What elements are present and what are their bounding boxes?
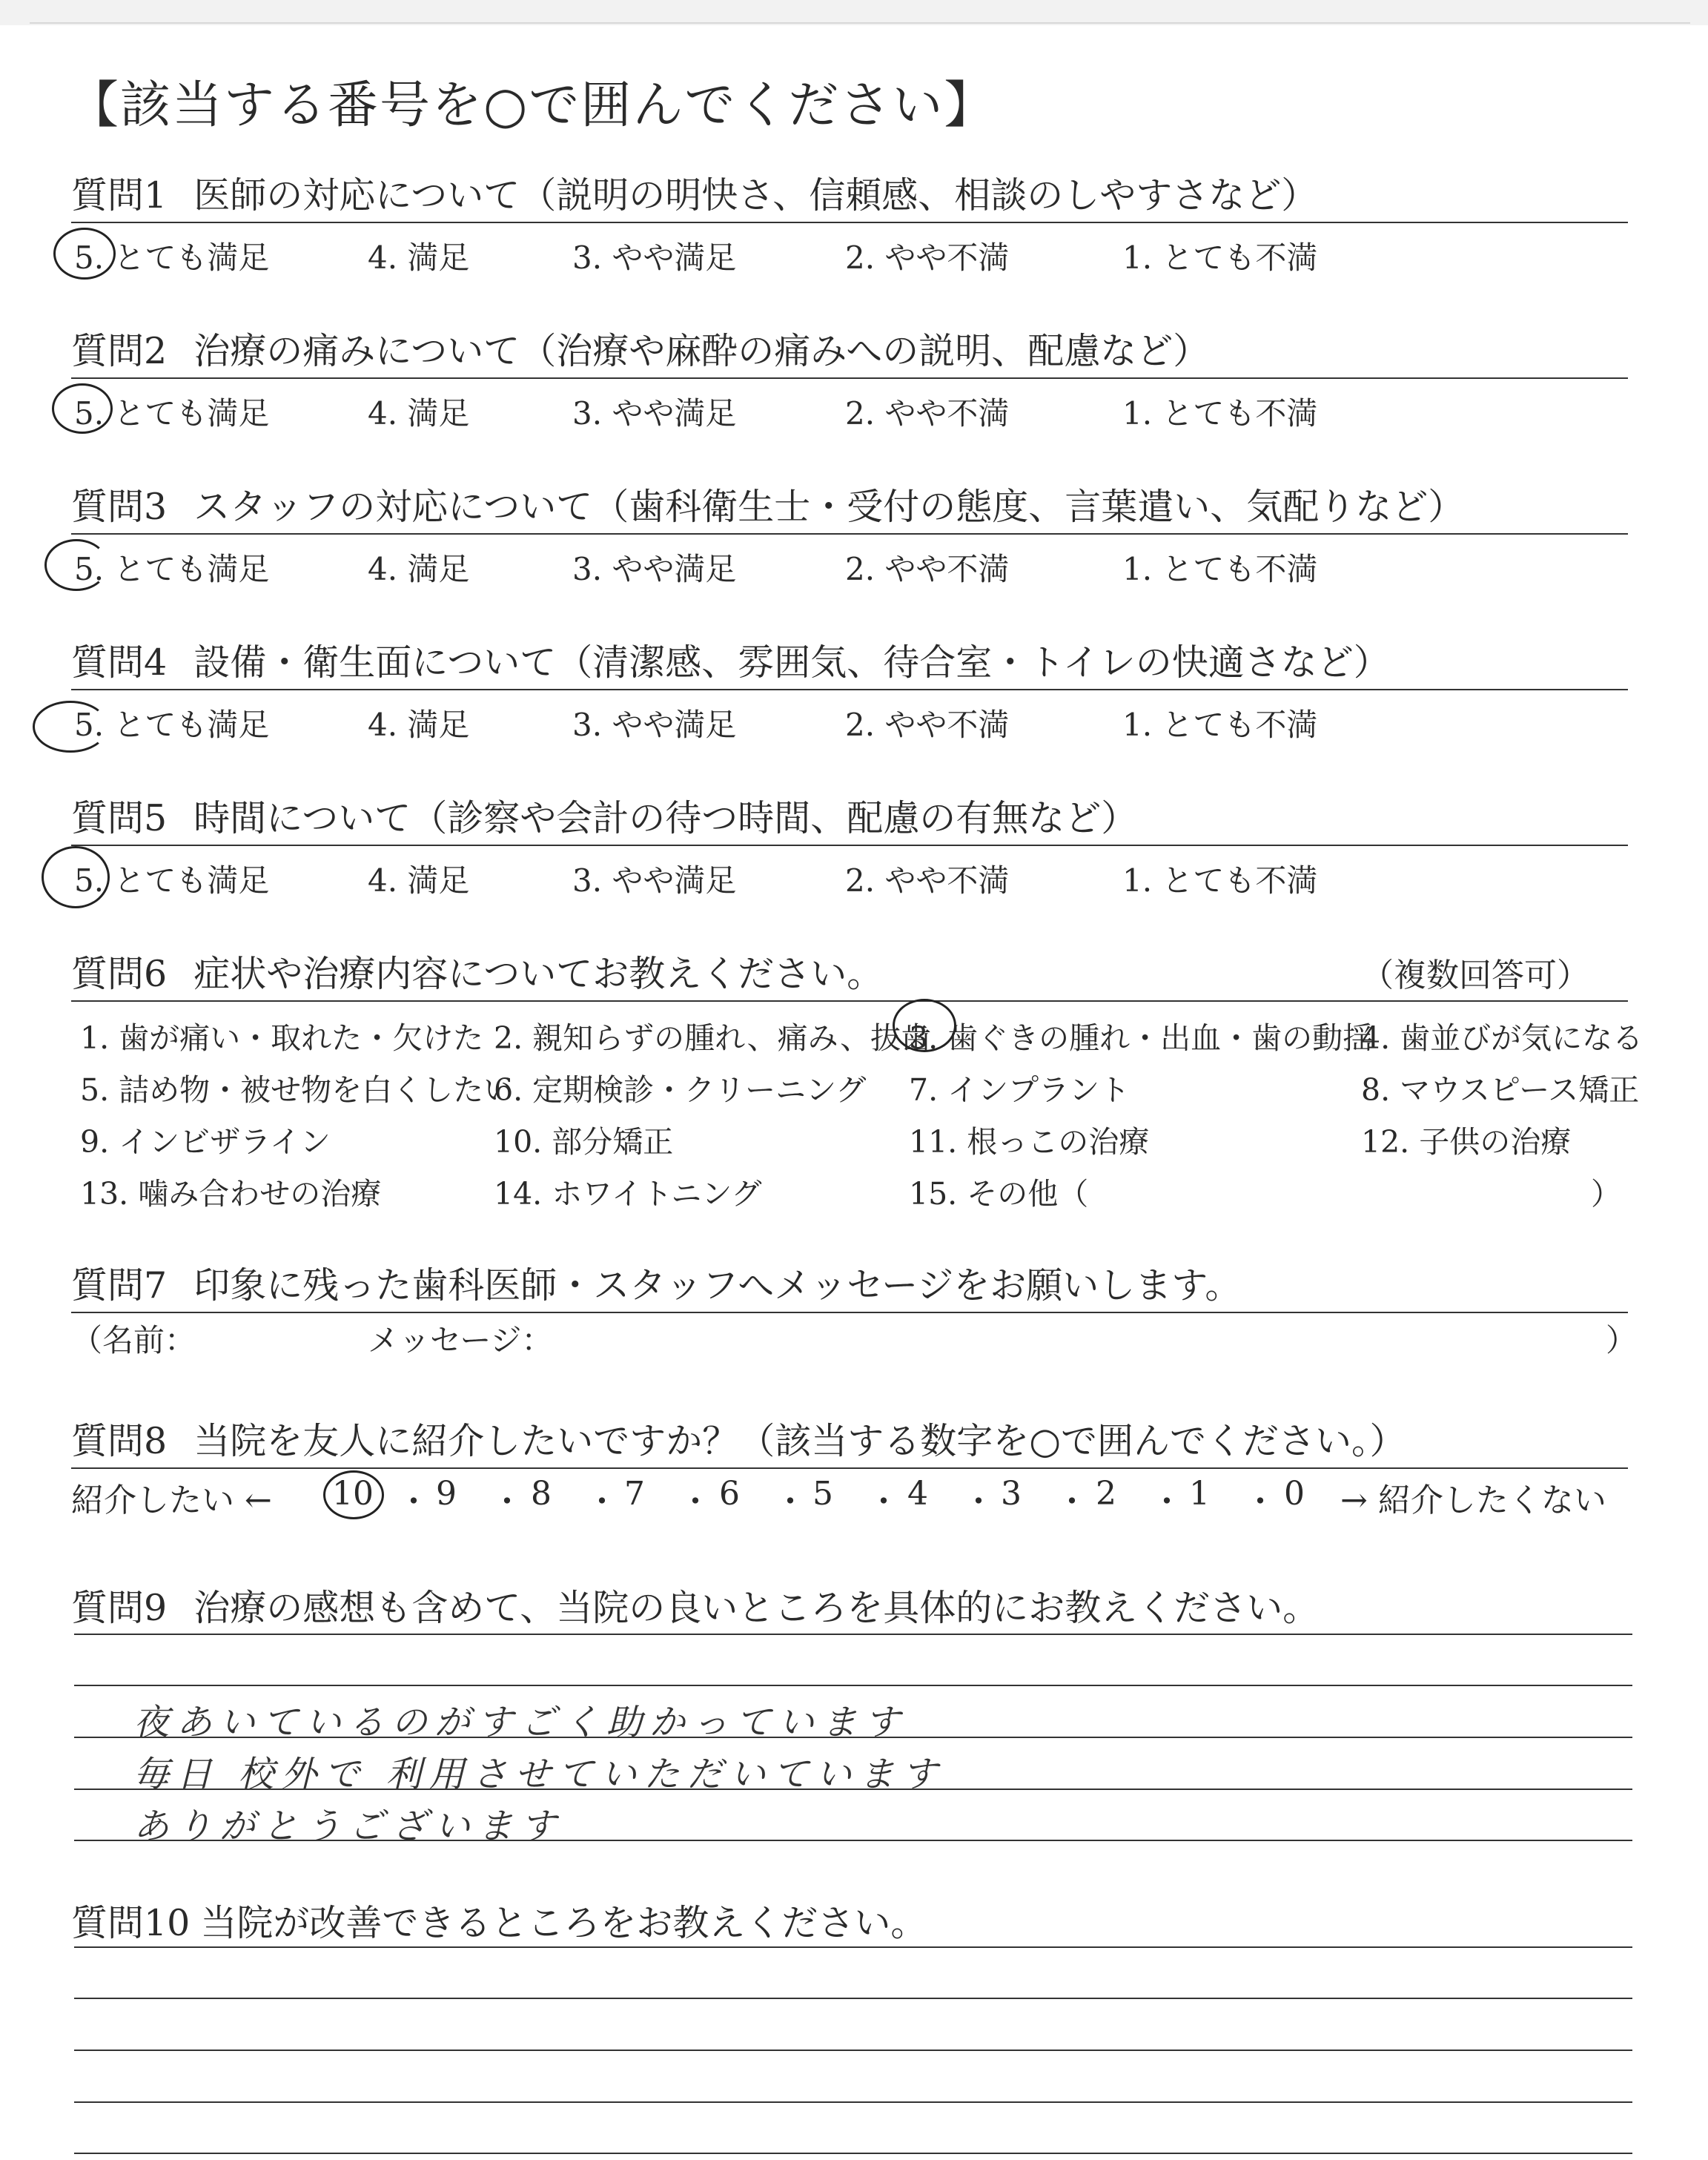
q10-line-5 bbox=[74, 2153, 1632, 2154]
question-5-label: 質問5 bbox=[71, 797, 168, 839]
q6-item-10[interactable]: 10. 部分矯正 bbox=[494, 1124, 674, 1160]
q1-answer-circle bbox=[53, 228, 116, 280]
q8-right-label: → 紹介したくない bbox=[1340, 1482, 1606, 1519]
question-4-title bbox=[71, 634, 1390, 686]
q6-item-8[interactable]: 8. マウスピース矯正 bbox=[1361, 1072, 1640, 1108]
question-7-label: 質問7 bbox=[71, 1264, 168, 1307]
question-3-title bbox=[71, 478, 1464, 530]
q7-message-label: メッセージ： bbox=[368, 1322, 553, 1358]
q4-answer-circle bbox=[33, 701, 108, 753]
q6-item-13[interactable]: 13. 噛み合わせの治療 bbox=[80, 1176, 382, 1212]
q10-line-2 bbox=[74, 1998, 1632, 1999]
question-6-rule bbox=[71, 1000, 1628, 1002]
q8-answer-circle bbox=[323, 1470, 384, 1519]
q10-line-1 bbox=[74, 1946, 1632, 1948]
q1-option-3[interactable]: 3. やや満足 bbox=[572, 240, 737, 276]
question-3-label: 質問3 bbox=[71, 486, 168, 528]
q6-item-5[interactable]: 5. 詰め物・被せ物を白くしたい bbox=[80, 1072, 514, 1108]
question-6-label: 質問6 bbox=[71, 953, 168, 995]
question-3-rule bbox=[71, 533, 1628, 535]
q8-dot: ・ bbox=[1151, 1483, 1183, 1521]
q8-dot: ・ bbox=[962, 1483, 995, 1521]
q8-scale-0[interactable]: 0 bbox=[1284, 1475, 1305, 1513]
question-3-text: スタッフの対応について（歯科衛生士・受付の態度、言葉遣い、気配りなど） bbox=[193, 486, 1465, 528]
q1-option-2[interactable]: 2. やや不満 bbox=[845, 240, 1010, 276]
q5-option-3[interactable]: 3. やや満足 bbox=[572, 862, 737, 899]
q8-scale-7[interactable]: 7 bbox=[624, 1475, 645, 1513]
q10-line-4 bbox=[74, 2101, 1632, 2103]
question-7-rule bbox=[71, 1312, 1628, 1313]
question-8-title bbox=[71, 1413, 1406, 1464]
q5-option-1[interactable]: 1. とても不満 bbox=[1122, 862, 1318, 899]
q8-dot: ・ bbox=[397, 1483, 430, 1521]
q8-scale-3[interactable]: 3 bbox=[1001, 1475, 1022, 1513]
q9-line-1 bbox=[74, 1634, 1632, 1635]
question-9-text: 治療の感想も含めて、当院の良いところを具体的にお教えください。 bbox=[193, 1587, 1320, 1629]
q4-option-3[interactable]: 3. やや満足 bbox=[572, 707, 737, 743]
q6-item-2[interactable]: 2. 親知らずの腫れ、痛み、抜歯 bbox=[494, 1020, 932, 1056]
q4-option-2[interactable]: 2. やや不満 bbox=[845, 707, 1010, 743]
q6-item-3[interactable]: 3. 歯ぐきの腫れ・出血・歯の動揺 bbox=[909, 1020, 1374, 1056]
q8-dot: ・ bbox=[774, 1483, 807, 1521]
q5-answer-circle bbox=[42, 846, 110, 908]
q2-option-3[interactable]: 3. やや満足 bbox=[572, 395, 737, 432]
question-7-text: 印象に残った歯科医師・スタッフへメッセージをお願いします。 bbox=[193, 1264, 1242, 1307]
question-4-rule bbox=[71, 689, 1628, 690]
question-9-title bbox=[71, 1579, 1319, 1631]
q4-option-1[interactable]: 1. とても不満 bbox=[1122, 707, 1318, 743]
q3-answer-circle bbox=[44, 539, 108, 591]
q6-item-3-circle bbox=[893, 999, 956, 1052]
q8-scale-1[interactable]: 1 bbox=[1189, 1475, 1210, 1513]
q3-option-3[interactable]: 3. やや満足 bbox=[572, 551, 737, 587]
q3-option-1[interactable]: 1. とても不満 bbox=[1122, 551, 1318, 587]
q8-dot: ・ bbox=[679, 1483, 712, 1521]
scan-top-band bbox=[0, 0, 1708, 25]
q2-option-5[interactable]: 5. とても満足 bbox=[74, 395, 270, 432]
q8-scale-4[interactable]: 4 bbox=[907, 1475, 928, 1513]
q9-handwritten-line-1: 夜あいているのがすごく助かっています bbox=[133, 1702, 908, 1743]
question-1-label: 質問1 bbox=[71, 174, 168, 217]
q6-item-9[interactable]: 9. インビザライン bbox=[80, 1124, 331, 1160]
question-6-text: 症状や治療内容についてお教えください。 bbox=[193, 953, 884, 995]
q4-option-5[interactable]: 5. とても満足 bbox=[74, 707, 270, 743]
q8-dot: ・ bbox=[1244, 1483, 1277, 1521]
q6-item-1[interactable]: 1. 歯が痛い・取れた・欠けた bbox=[80, 1020, 484, 1056]
q5-option-5[interactable]: 5. とても満足 bbox=[74, 862, 270, 899]
q9-line-2 bbox=[74, 1685, 1632, 1686]
q5-option-4[interactable]: 4. 満足 bbox=[368, 862, 470, 899]
question-9-label: 質問9 bbox=[71, 1587, 168, 1629]
q2-option-4[interactable]: 4. 満足 bbox=[368, 395, 470, 432]
q3-option-4[interactable]: 4. 満足 bbox=[368, 551, 470, 587]
q9-handwritten-line-3: ありがとうございます bbox=[133, 1806, 564, 1847]
q7-close-paren: ） bbox=[1606, 1322, 1638, 1358]
question-2-title bbox=[71, 323, 1209, 374]
q1-option-4[interactable]: 4. 満足 bbox=[368, 240, 470, 276]
scan-top-line bbox=[30, 22, 1690, 24]
question-8-text: 当院を友人に紹介したいですか？（該当する数字を○で囲んでください。） bbox=[193, 1420, 1406, 1462]
q4-option-4[interactable]: 4. 満足 bbox=[368, 707, 470, 743]
q6-multiple-answers-note: （複数回答可） bbox=[1361, 957, 1589, 994]
q8-scale-2[interactable]: 2 bbox=[1096, 1475, 1116, 1513]
q6-item-12[interactable]: 12. 子供の治療 bbox=[1361, 1124, 1572, 1160]
question-7-title bbox=[71, 1257, 1241, 1309]
q8-scale-9[interactable]: 9 bbox=[436, 1475, 457, 1513]
question-2-label: 質問2 bbox=[71, 330, 168, 372]
question-2-text: 治療の痛みについて（治療や麻酔の痛みへの説明、配慮など） bbox=[193, 330, 1210, 372]
q6-item-14[interactable]: 14. ホワイトニング bbox=[494, 1176, 762, 1212]
q5-option-2[interactable]: 2. やや不満 bbox=[845, 862, 1010, 899]
q8-scale-10[interactable]: 10 bbox=[332, 1475, 374, 1513]
q8-left-label: 紹介したい ← bbox=[71, 1482, 272, 1519]
question-5-text: 時間について（診察や会計の待つ時間、配慮の有無など） bbox=[193, 797, 1138, 839]
page-title: 【該当する番号を○で囲んでください】 bbox=[68, 76, 996, 135]
question-5-rule bbox=[71, 845, 1628, 846]
q6-item-6[interactable]: 6. 定期検診・クリーニング bbox=[494, 1072, 867, 1108]
q6-item-4[interactable]: 4. 歯並びが気になる bbox=[1361, 1020, 1644, 1056]
question-10-label: 質問10 bbox=[71, 1902, 191, 1944]
question-8-rule bbox=[71, 1467, 1628, 1469]
q7-name-label: （名前： bbox=[71, 1322, 196, 1358]
q6-item-7[interactable]: 7. インプラント bbox=[909, 1072, 1131, 1108]
question-10-text: 当院が改善できるところをお教えください。 bbox=[200, 1902, 927, 1944]
question-4-label: 質問4 bbox=[71, 641, 168, 684]
q8-scale-6[interactable]: 6 bbox=[719, 1475, 740, 1513]
q8-scale-5[interactable]: 5 bbox=[812, 1475, 833, 1513]
q3-option-2[interactable]: 2. やや不満 bbox=[845, 551, 1010, 587]
q9-handwritten-line-2: 毎日 校外で 利用させていただいています bbox=[133, 1754, 945, 1795]
q2-answer-circle bbox=[52, 383, 113, 434]
q3-option-5[interactable]: 5. とても満足 bbox=[74, 551, 270, 587]
question-5-title bbox=[71, 790, 1137, 842]
q6-other-close-paren: ） bbox=[1591, 1176, 1621, 1212]
q8-dot: ・ bbox=[1056, 1483, 1088, 1521]
q6-item-11[interactable]: 11. 根っこの治療 bbox=[909, 1124, 1150, 1160]
question-6-title bbox=[71, 945, 883, 997]
question-1-rule bbox=[71, 222, 1628, 223]
q6-item-15[interactable]: 15. その他（ bbox=[909, 1176, 1089, 1212]
question-8-label: 質問8 bbox=[71, 1420, 168, 1462]
question-1-title bbox=[71, 167, 1317, 219]
q1-option-5[interactable]: 5. とても満足 bbox=[74, 240, 270, 276]
question-1-text: 医師の対応について（説明の明快さ、信頼感、相談のしやすさなど） bbox=[193, 174, 1318, 217]
q1-option-1[interactable]: 1. とても不満 bbox=[1122, 240, 1318, 276]
q8-dot: ・ bbox=[491, 1483, 523, 1521]
q2-option-2[interactable]: 2. やや不満 bbox=[845, 395, 1010, 432]
question-10-title bbox=[71, 1895, 927, 1946]
q8-dot: ・ bbox=[586, 1483, 618, 1521]
q10-line-3 bbox=[74, 2050, 1632, 2051]
q8-dot: ・ bbox=[867, 1483, 900, 1521]
question-2-rule bbox=[71, 377, 1628, 379]
q2-option-1[interactable]: 1. とても不満 bbox=[1122, 395, 1318, 432]
q8-scale-8[interactable]: 8 bbox=[531, 1475, 552, 1513]
question-4-text: 設備・衛生面について（清潔感、雰囲気、待合室・トイレの快適さなど） bbox=[193, 641, 1390, 684]
